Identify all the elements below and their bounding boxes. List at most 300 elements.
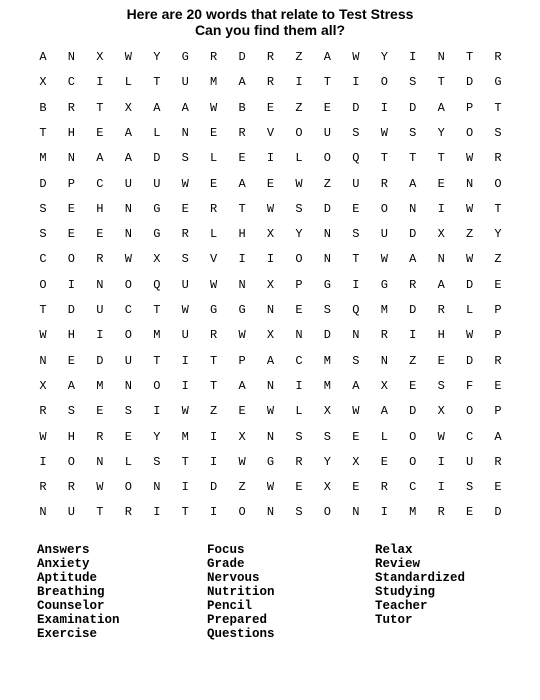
grid-letter[interactable]: T [352,252,360,267]
grid-letter[interactable]: I [39,454,47,469]
grid-letter[interactable]: L [124,454,132,469]
grid-letter[interactable]: L [153,125,161,140]
grid-letter[interactable]: W [209,277,218,292]
grid-letter[interactable]: P [494,328,502,343]
grid-letter[interactable]: I [181,353,189,368]
grid-letter[interactable]: C [39,252,47,267]
grid-letter[interactable]: A [409,176,417,191]
grid-letter[interactable]: U [465,454,474,469]
grid-letter[interactable]: N [437,252,445,267]
grid-letter[interactable]: S [494,125,502,140]
grid-letter[interactable]: E [494,378,502,393]
grid-letter[interactable]: M [153,328,161,343]
grid-letter[interactable]: W [380,252,388,267]
grid-letter[interactable]: H [437,328,445,343]
grid-letter[interactable]: C [295,353,303,368]
grid-letter[interactable]: D [153,151,161,166]
grid-letter[interactable]: M [323,353,331,368]
grid-letter[interactable]: N [266,378,275,393]
grid-letter[interactable]: T [39,303,47,317]
grid-letter[interactable]: X [266,328,275,343]
grid-letter[interactable]: S [67,404,75,419]
grid-letter[interactable]: A [437,277,445,292]
grid-letter[interactable]: G [209,303,218,317]
grid-letter[interactable]: G [153,227,161,242]
grid-letter[interactable]: E [266,100,275,115]
grid-letter[interactable]: I [266,252,275,267]
grid-letter[interactable]: S [437,378,445,393]
grid-letter[interactable]: I [352,75,360,90]
grid-letter[interactable]: G [323,277,331,292]
grid-letter[interactable]: I [209,505,218,520]
grid-letter[interactable]: I [380,505,388,520]
grid-letter[interactable]: R [39,480,47,495]
grid-letter[interactable]: D [96,353,104,368]
grid-letter[interactable]: T [380,151,388,166]
grid-letter[interactable]: O [380,75,388,90]
grid-letter[interactable]: O [380,201,388,216]
grid-letter[interactable]: A [181,100,189,115]
grid-letter[interactable]: A [409,252,417,267]
grid-letter[interactable]: N [67,50,75,64]
grid-letter[interactable]: H [238,227,246,242]
grid-letter[interactable]: X [437,404,445,419]
grid-letter[interactable]: P [494,303,502,317]
grid-letter[interactable]: D [409,100,417,115]
grid-letter[interactable]: N [124,201,132,216]
grid-letter[interactable]: X [323,480,331,495]
grid-letter[interactable]: O [409,429,417,444]
grid-letter[interactable]: N [295,328,303,343]
grid-letter[interactable]: I [409,328,417,343]
grid-letter[interactable]: P [238,353,246,368]
grid-letter[interactable]: D [409,404,417,419]
grid-letter[interactable]: N [153,480,161,495]
grid-letter[interactable]: M [409,505,417,520]
grid-letter[interactable]: T [494,100,502,115]
grid-letter[interactable]: I [96,328,104,343]
grid-letter[interactable]: X [266,277,275,292]
grid-letter[interactable]: S [323,303,331,317]
grid-letter[interactable]: M [181,429,189,444]
grid-letter[interactable]: W [124,50,132,64]
grid-letter[interactable]: Z [494,252,502,267]
grid-letter[interactable]: T [494,201,502,216]
grid-letter[interactable]: X [39,75,47,90]
grid-letter[interactable]: P [465,100,474,115]
grid-letter[interactable]: G [153,201,161,216]
grid-letter[interactable]: R [437,505,445,520]
grid-letter[interactable]: V [266,125,275,140]
grid-letter[interactable]: E [124,429,132,444]
grid-letter[interactable]: W [295,176,303,191]
grid-letter[interactable]: P [295,277,303,292]
grid-letter[interactable]: D [409,303,417,317]
grid-letter[interactable]: I [437,480,445,495]
grid-letter[interactable]: Z [295,100,303,115]
grid-letter[interactable]: R [96,252,104,267]
grid-letter[interactable]: S [153,454,161,469]
grid-letter[interactable]: W [465,201,474,216]
grid-letter[interactable]: S [39,227,47,242]
grid-letter[interactable]: S [39,201,47,216]
grid-letter[interactable]: G [494,75,502,90]
grid-letter[interactable]: X [124,100,132,115]
grid-letter[interactable]: O [124,277,132,292]
grid-letter[interactable]: E [437,176,445,191]
grid-letter[interactable]: X [153,252,161,267]
grid-letter[interactable]: N [352,505,360,520]
grid-letter[interactable]: O [465,404,474,419]
grid-letter[interactable]: O [124,328,132,343]
grid-letter[interactable]: N [124,378,132,393]
grid-letter[interactable]: N [380,353,388,368]
grid-letter[interactable]: T [181,454,189,469]
grid-letter[interactable]: Z [409,353,417,368]
grid-letter[interactable]: E [67,353,75,368]
grid-letter[interactable]: O [409,454,417,469]
grid-letter[interactable]: O [295,252,303,267]
grid-letter[interactable]: C [465,429,474,444]
grid-letter[interactable]: T [96,505,104,520]
grid-letter[interactable]: R [494,454,502,469]
grid-letter[interactable]: W [266,201,275,216]
grid-letter[interactable]: P [67,176,75,191]
grid-letter[interactable]: H [67,328,75,343]
grid-letter[interactable]: N [39,505,47,520]
grid-letter[interactable]: D [39,176,47,191]
grid-letter[interactable]: U [153,176,161,191]
grid-letter[interactable]: A [124,151,132,166]
grid-letter[interactable]: U [67,505,75,520]
grid-letter[interactable]: I [352,277,360,292]
grid-letter[interactable]: C [124,303,132,317]
grid-letter[interactable]: N [323,227,331,242]
grid-letter[interactable]: S [352,125,360,140]
grid-letter[interactable]: Y [380,50,388,64]
grid-letter[interactable]: A [124,125,132,140]
grid-letter[interactable]: E [96,404,104,419]
grid-letter[interactable]: E [96,227,104,242]
grid-letter[interactable]: I [153,505,161,520]
grid-letter[interactable]: S [409,75,417,90]
grid-letter[interactable]: A [238,176,246,191]
grid-letter[interactable]: B [238,100,246,115]
grid-letter[interactable]: W [266,480,275,495]
grid-letter[interactable]: T [181,505,189,520]
grid-letter[interactable]: U [124,353,132,368]
grid-letter[interactable]: R [67,100,75,115]
grid-letter[interactable]: I [67,277,75,292]
grid-letter[interactable]: L [465,303,474,317]
grid-letter[interactable]: O [295,125,303,140]
grid-letter[interactable]: H [67,125,75,140]
grid-letter[interactable]: E [323,100,331,115]
grid-letter[interactable]: E [67,227,75,242]
grid-letter[interactable]: W [465,328,474,343]
grid-letter[interactable]: N [266,429,275,444]
grid-letter[interactable]: W [39,328,47,343]
grid-letter[interactable]: M [209,75,218,90]
grid-letter[interactable]: R [494,353,502,368]
grid-letter[interactable]: R [295,454,303,469]
grid-letter[interactable]: X [323,404,331,419]
grid-letter[interactable]: W [352,404,360,419]
grid-letter[interactable]: N [266,505,275,520]
grid-letter[interactable]: I [153,404,161,419]
grid-letter[interactable]: R [124,505,132,520]
grid-letter[interactable]: Q [352,151,360,166]
grid-letter[interactable]: F [465,378,474,393]
grid-letter[interactable]: R [437,303,445,317]
grid-letter[interactable]: W [181,303,189,317]
grid-letter[interactable]: I [380,100,388,115]
grid-letter[interactable]: W [181,404,189,419]
grid-letter[interactable]: U [96,303,104,317]
grid-letter[interactable]: U [380,227,388,242]
grid-letter[interactable]: R [238,125,246,140]
grid-letter[interactable]: A [380,404,388,419]
grid-letter[interactable]: Q [352,303,360,317]
grid-letter[interactable]: Z [238,480,246,495]
grid-letter[interactable]: E [380,454,388,469]
grid-letter[interactable]: R [380,176,388,191]
grid-letter[interactable]: L [209,227,218,242]
grid-letter[interactable]: T [153,353,161,368]
grid-letter[interactable]: S [124,404,132,419]
grid-letter[interactable]: W [352,50,360,64]
grid-letter[interactable]: A [238,75,246,90]
grid-letter[interactable]: G [380,277,388,292]
grid-letter[interactable]: E [67,201,75,216]
grid-letter[interactable]: C [409,480,417,495]
grid-letter[interactable]: N [96,277,104,292]
grid-letter[interactable]: I [96,75,104,90]
grid-letter[interactable]: N [352,328,360,343]
grid-letter[interactable]: D [465,277,474,292]
grid-letter[interactable]: I [295,378,303,393]
grid-letter[interactable]: G [238,303,246,317]
grid-letter[interactable]: G [266,454,275,469]
grid-letter[interactable]: U [181,75,189,90]
grid-letter[interactable]: S [352,227,360,242]
grid-letter[interactable]: T [409,151,417,166]
grid-letter[interactable]: Y [437,125,445,140]
grid-letter[interactable]: N [39,353,47,368]
grid-letter[interactable]: O [67,454,75,469]
grid-letter[interactable]: R [67,480,75,495]
grid-letter[interactable]: L [295,404,303,419]
grid-letter[interactable]: A [494,429,502,444]
grid-letter[interactable]: L [124,75,132,90]
grid-letter[interactable]: M [380,303,388,317]
grid-letter[interactable]: R [181,227,189,242]
grid-letter[interactable]: D [465,75,474,90]
grid-letter[interactable]: W [465,151,474,166]
grid-letter[interactable]: C [67,75,75,90]
grid-letter[interactable]: D [209,480,218,495]
grid-letter[interactable]: W [437,429,445,444]
grid-letter[interactable]: Z [465,227,474,242]
grid-letter[interactable]: E [266,176,275,191]
grid-letter[interactable]: Z [323,176,331,191]
grid-letter[interactable]: A [323,50,331,64]
grid-letter[interactable]: D [352,100,360,115]
grid-letter[interactable]: O [153,378,161,393]
grid-letter[interactable]: I [209,429,218,444]
grid-letter[interactable]: Y [295,227,303,242]
grid-letter[interactable]: T [153,75,161,90]
grid-letter[interactable]: R [209,328,218,343]
grid-letter[interactable]: W [181,176,189,191]
grid-letter[interactable]: M [96,378,104,393]
grid-letter[interactable]: I [181,480,189,495]
grid-letter[interactable]: X [352,454,360,469]
grid-letter[interactable]: M [323,378,331,393]
grid-letter[interactable]: W [465,252,474,267]
grid-letter[interactable]: I [238,252,246,267]
grid-letter[interactable]: S [323,429,331,444]
grid-letter[interactable]: I [266,151,275,166]
grid-letter[interactable]: E [209,176,218,191]
grid-letter[interactable]: T [39,125,47,140]
grid-letter[interactable]: A [39,50,47,64]
grid-letter[interactable]: O [124,480,132,495]
grid-letter[interactable]: U [323,125,331,140]
grid-letter[interactable]: N [266,303,275,317]
grid-letter[interactable]: V [209,252,218,267]
grid-letter[interactable]: T [209,378,218,393]
grid-letter[interactable]: E [352,480,360,495]
grid-letter[interactable]: R [494,151,502,166]
grid-letter[interactable]: W [266,404,275,419]
grid-letter[interactable]: E [295,480,303,495]
grid-letter[interactable]: Z [295,50,303,64]
grid-letter[interactable]: X [380,378,388,393]
grid-letter[interactable]: O [67,252,75,267]
grid-letter[interactable]: W [39,429,47,444]
grid-letter[interactable]: T [96,100,104,115]
grid-letter[interactable]: D [465,353,474,368]
grid-letter[interactable]: N [465,176,474,191]
grid-letter[interactable]: E [181,201,189,216]
grid-letter[interactable]: S [465,480,474,495]
grid-letter[interactable]: A [96,151,104,166]
grid-letter[interactable]: R [266,75,275,90]
grid-letter[interactable]: I [209,454,218,469]
grid-letter[interactable]: E [352,201,360,216]
grid-letter[interactable]: E [494,480,502,495]
grid-letter[interactable]: O [494,176,502,191]
grid-letter[interactable]: I [437,201,445,216]
grid-letter[interactable]: U [352,176,360,191]
grid-letter[interactable]: D [409,227,417,242]
grid-letter[interactable]: P [494,404,502,419]
grid-letter[interactable]: U [181,277,189,292]
grid-letter[interactable]: A [352,378,360,393]
grid-letter[interactable]: O [323,505,331,520]
grid-letter[interactable]: T [437,151,445,166]
grid-letter[interactable]: E [494,277,502,292]
grid-letter[interactable]: D [494,505,502,520]
grid-letter[interactable]: A [238,378,246,393]
grid-letter[interactable]: W [238,454,246,469]
grid-letter[interactable]: R [494,50,502,64]
grid-letter[interactable]: X [39,378,47,393]
grid-letter[interactable]: X [96,50,104,64]
grid-letter[interactable]: S [181,252,189,267]
grid-letter[interactable]: I [181,378,189,393]
grid-letter[interactable]: Q [153,277,161,292]
grid-letter[interactable]: Y [153,50,161,64]
grid-letter[interactable]: E [238,151,246,166]
grid-letter[interactable]: N [181,125,189,140]
grid-letter[interactable]: C [96,176,104,191]
grid-letter[interactable]: N [96,454,104,469]
grid-letter[interactable]: R [380,480,388,495]
grid-letter[interactable]: E [238,404,246,419]
grid-letter[interactable]: R [266,50,275,64]
grid-letter[interactable]: Y [153,429,161,444]
grid-letter[interactable]: Y [323,454,331,469]
grid-letter[interactable]: B [39,100,47,115]
grid-letter[interactable]: U [124,176,132,191]
grid-letter[interactable]: W [380,125,388,140]
grid-letter[interactable]: W [124,252,132,267]
grid-letter[interactable]: W [96,480,104,495]
grid-letter[interactable]: O [323,151,331,166]
grid-letter[interactable]: S [409,125,417,140]
grid-letter[interactable]: O [238,505,246,520]
grid-letter[interactable]: H [67,429,75,444]
grid-letter[interactable]: D [67,303,75,317]
grid-letter[interactable]: T [209,353,218,368]
grid-letter[interactable]: T [153,303,161,317]
grid-letter[interactable]: L [209,151,218,166]
grid-letter[interactable]: R [209,201,218,216]
grid-letter[interactable]: I [409,50,417,64]
grid-letter[interactable]: L [380,429,388,444]
grid-letter[interactable]: I [437,454,445,469]
grid-letter[interactable]: T [238,201,246,216]
grid-letter[interactable]: R [380,328,388,343]
grid-letter[interactable]: X [437,227,445,242]
grid-letter[interactable]: N [323,252,331,267]
grid-letter[interactable]: T [437,75,445,90]
grid-letter[interactable]: M [39,151,47,166]
grid-letter[interactable]: E [209,125,218,140]
grid-letter[interactable]: E [465,505,474,520]
grid-letter[interactable]: I [295,75,303,90]
grid-letter[interactable]: G [181,50,189,64]
grid-letter[interactable]: E [352,429,360,444]
grid-letter[interactable]: A [437,100,445,115]
grid-letter[interactable]: W [209,100,218,115]
grid-letter[interactable]: E [295,303,303,317]
grid-letter[interactable]: O [39,277,47,292]
grid-letter[interactable]: T [323,75,331,90]
grid-letter[interactable]: N [238,277,246,292]
grid-letter[interactable]: Y [494,227,502,242]
grid-letter[interactable]: R [209,50,218,64]
grid-letter[interactable]: A [266,353,275,368]
grid-letter[interactable]: D [238,50,246,64]
grid-letter[interactable]: A [67,378,75,393]
grid-letter[interactable]: U [181,328,189,343]
grid-letter[interactable]: S [295,429,303,444]
grid-letter[interactable]: E [409,378,417,393]
grid-letter[interactable]: S [181,151,189,166]
